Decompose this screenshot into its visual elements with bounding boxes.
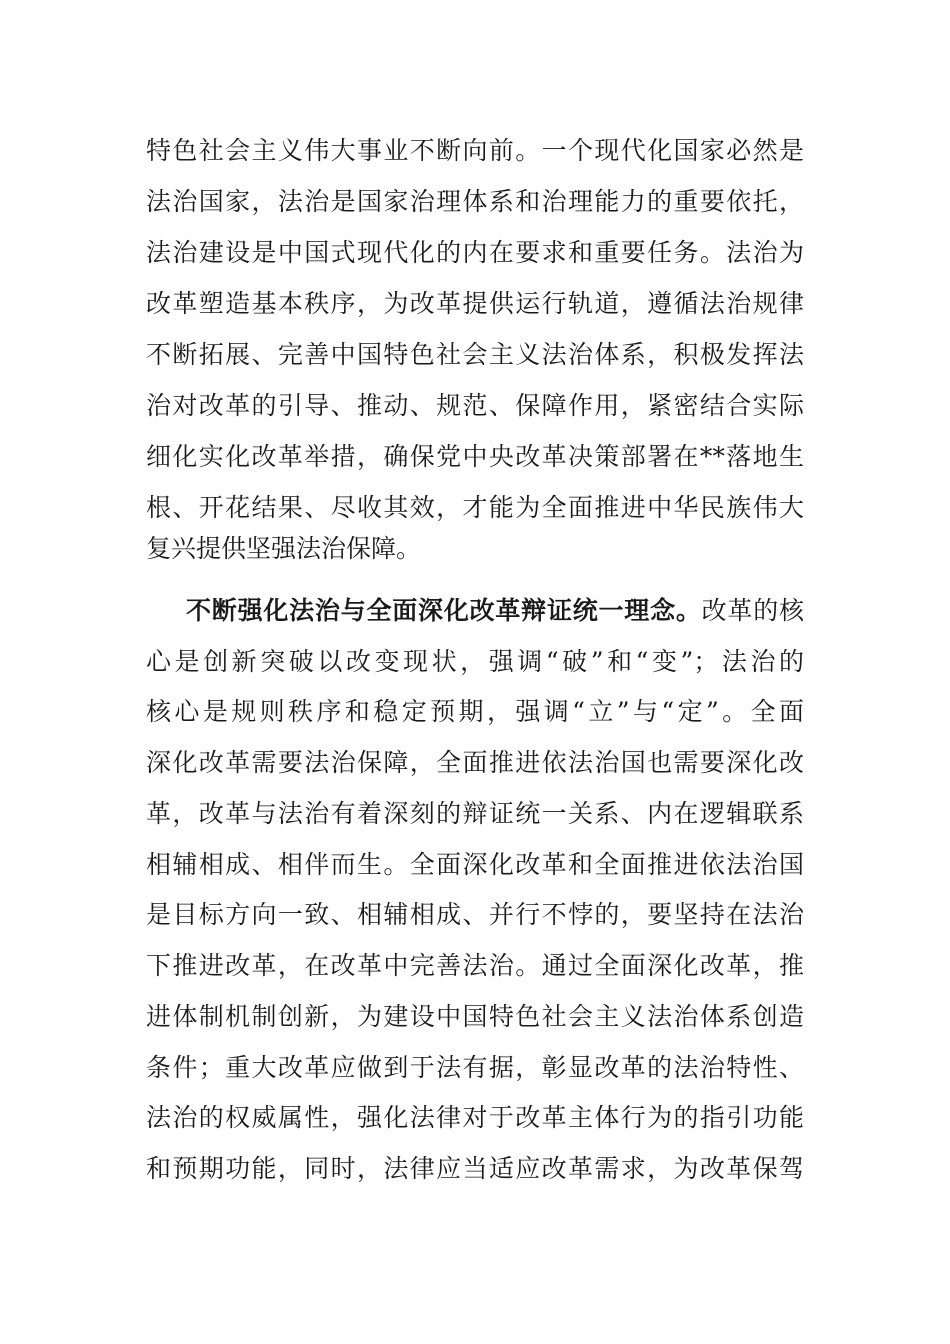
paragraph-line: 复兴提供坚强法治保障。 [146,534,422,563]
paragraph-line: 心是创新突破以改变现状，强调“破”和“变”；法治的 [146,647,804,676]
paragraph-line: 治对改革的引导、推动、规范、保障作用，紧密结合实际 [146,391,804,420]
paragraph-line: 和预期功能，同时，法律应当适应改革需求，为改革保驾 [146,1154,804,1183]
paragraph-line: 根、开花结果、尽收其效，才能为全面推进中华民族伟大 [146,493,804,522]
paragraph-text: 改革的核 [701,596,804,625]
paragraph-line: 法治建设是中国式现代化的内在要求和重要任务。法治为 [146,238,804,267]
paragraph-line: 进体制机制创新，为建设中国特色社会主义法治体系创造 [146,1002,804,1031]
paragraph-line: 细化实化改革举措，确保党中央改革决策部署在**落地生 [146,442,804,471]
paragraph-line: 深化改革需要法治保障，全面推进依法治国也需要深化改 [146,748,804,777]
paragraph-line: 法治的权威属性，强化法律对于改革主体行为的指引功能 [146,1103,804,1132]
paragraph-line: 革，改革与法治有着深刻的辩证统一关系、内在逻辑联系 [146,799,804,828]
paragraph-line: 相辅相成、相伴而生。全面深化改革和全面推进依法治国 [146,850,804,879]
paragraph-line: 改革塑造基本秩序，为改革提供运行轨道，遵循法治规律 [146,289,804,318]
paragraph-line: 核心是规则秩序和稳定预期，强调“立”与“定”。全面 [146,697,804,726]
paragraph-line: 条件；重大改革应做到于法有据，彰显改革的法治特性、 [146,1053,804,1082]
paragraph-line: 不断拓展、完善中国特色社会主义法治体系，积极发挥法 [146,340,804,369]
section-heading: 不断强化法治与全面深化改革辩证统一理念。 [186,596,702,625]
paragraph-line: 下推进改革，在改革中完善法治。通过全面深化改革，推 [146,951,804,980]
paragraph-line: 法治国家，法治是国家治理体系和治理能力的重要依托， [146,187,804,216]
paragraph-line: 是目标方向一致、相辅相成、并行不悖的，要坚持在法治 [146,900,804,929]
paragraph-line: 特色社会主义伟大事业不断向前。一个现代化国家必然是 [146,136,804,165]
paragraph-heading-line [186,591,804,631]
